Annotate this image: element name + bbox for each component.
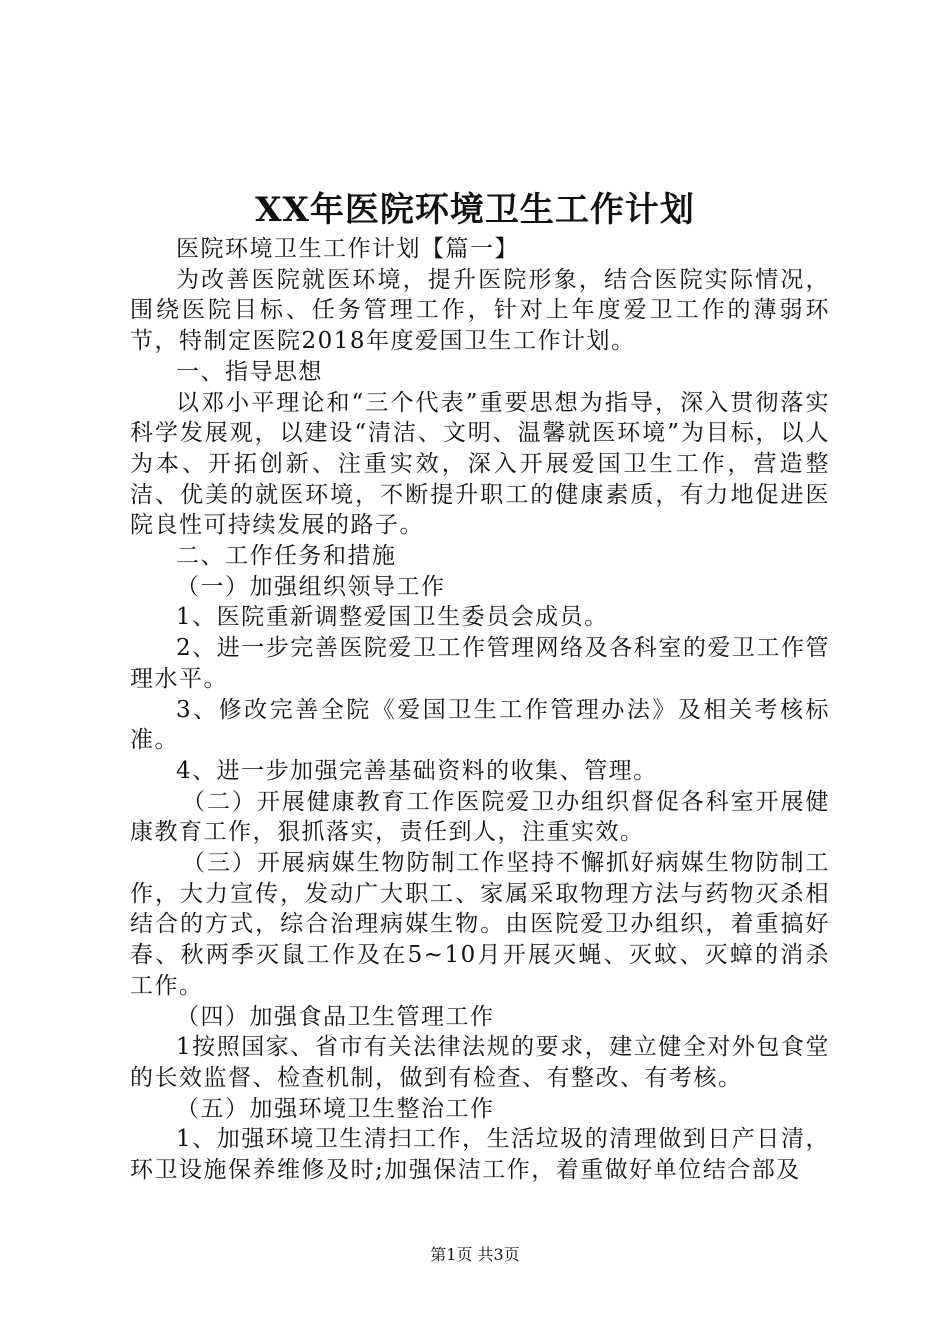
subsection-heading: （五）加强环境卫生整治工作 — [176, 1095, 495, 1122]
intro-paragraph: 为改善医院就医环境，提升医院形象，结合医院实际情况，围绕医院目标、任务管理工作，针对上年度爱卫工作的薄弱环节，特制定医院2018年度爱国卫生工作计划。 — [130, 266, 830, 355]
section-heading: 二、工作任务和措施 — [176, 543, 397, 570]
list-item: 4、进一步加强完善基础资料的收集、管理。 — [176, 757, 658, 784]
document-title: XX年医院环境卫生工作计划 — [255, 190, 695, 230]
document-body — [130, 234, 830, 1186]
subsection-heading: （四）加强食品卫生管理工作 — [176, 1003, 495, 1030]
subsection-heading: （一）加强组织领导工作 — [176, 573, 446, 600]
body-paragraph: 以邓小平理论和“三个代表”重要思想为指导，深入贯彻落实科学发展观，以建设“清洁、文明、温馨就医环境”为目标，以人为本、开拓创新、注重实效，深入开展爱国卫生工作，营造整洁、优美的就医环境，不断提升职工的健康素质，有力地促进医院良性可持续发展的路子。 — [130, 389, 830, 539]
body-paragraph: （三）开展病媒生物防制工作坚持不懈抓好病媒生物防制工作，大力宣传，发动广大职工、家属采取物理方法与药物灭杀相结合的方式，综合治理病媒生物。由医院爱卫办组织，着重搞好春、秋两季灭鼠工作及在5~10月开展灭蝇、灭蚊、灭蟑的消杀工作。 — [130, 850, 830, 999]
list-item: 1、医院重新调整爱国卫生委员会成员。 — [176, 604, 609, 631]
list-item: 3、修改完善全院《爱国卫生工作管理办法》及相关考核标准。 — [130, 696, 830, 754]
body-paragraph: （二）开展健康教育工作医院爱卫办组织督促各科室开展健康教育工作，狠抓落实，责任到人，注重实效。 — [130, 788, 830, 846]
list-item: 2、进一步完善医院爱卫工作管理网络及各科室的爱卫工作管理水平。 — [130, 635, 830, 692]
section-heading: 一、指导思想 — [176, 358, 323, 385]
list-item: 1、加强环境卫生清扫工作，生活垃圾的清理做到日产日清，环卫设施保养维修及时;加强保洁工作，着重做好单位结合部及 — [130, 1126, 830, 1184]
list-item: 1按照国家、省市有关法律法规的要求，建立健全对外包食堂的长效监督、检查机制，做到有检查、有整改、有考核。 — [130, 1034, 830, 1091]
section-heading: 医院环境卫生工作计划【篇一】 — [176, 236, 519, 262]
page-footer: 第1页 共3页 — [430, 1245, 520, 1264]
